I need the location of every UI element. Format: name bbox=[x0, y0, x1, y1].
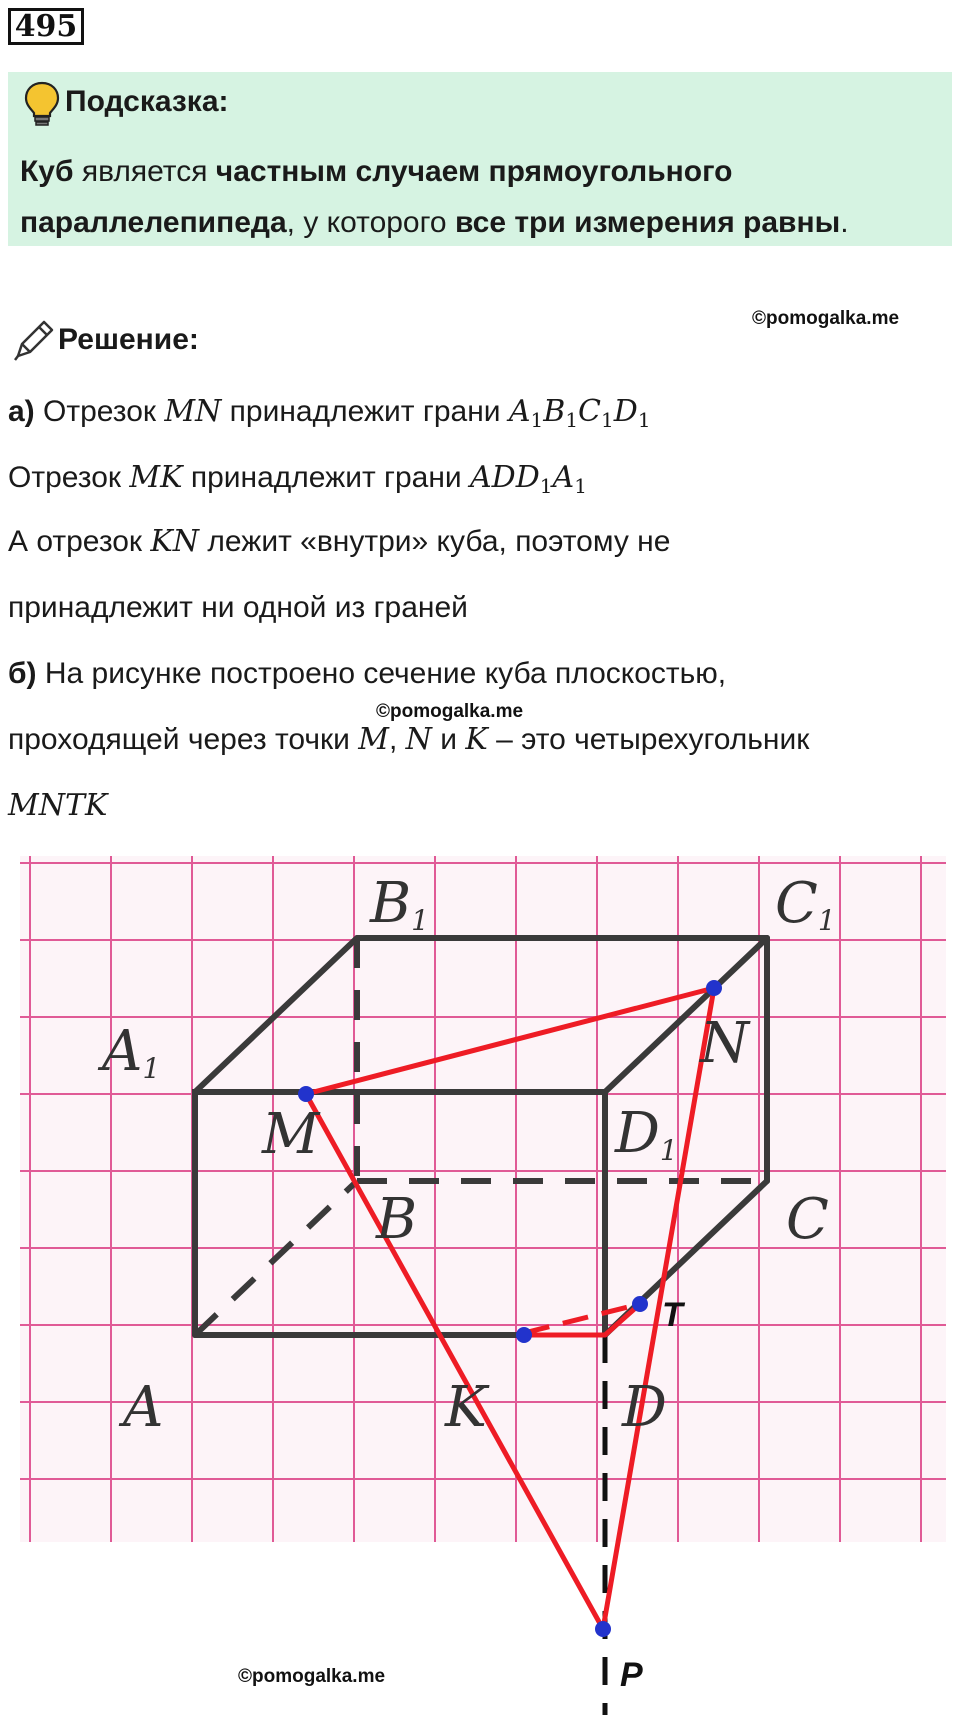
text: принадлежит грани bbox=[221, 395, 509, 428]
solution-title: Решение: bbox=[58, 323, 199, 356]
solution-line: принадлежит ни одной из граней bbox=[8, 591, 468, 624]
label-p: P bbox=[620, 1656, 643, 1694]
hint-text-part: Куб bbox=[20, 155, 74, 188]
text: проходящей через точки bbox=[8, 723, 359, 756]
text: и bbox=[431, 723, 466, 756]
cube-figure bbox=[0, 840, 960, 1719]
pencil-icon bbox=[10, 318, 56, 364]
label-n: N bbox=[700, 1011, 749, 1076]
point-name: M bbox=[358, 722, 389, 757]
label-m: M bbox=[262, 1102, 320, 1167]
label-d: D bbox=[622, 1375, 667, 1440]
label-c1: C1 bbox=[775, 871, 836, 937]
hint-title: Подсказка: bbox=[65, 85, 229, 118]
text: , bbox=[388, 723, 406, 756]
hint-text bbox=[20, 146, 940, 248]
solution-line bbox=[8, 722, 809, 758]
hint-text-part: . bbox=[840, 206, 849, 239]
point-name: N bbox=[405, 722, 432, 757]
text: лежит «внутри» куба, поэтому не bbox=[199, 525, 671, 558]
segment-label: KN bbox=[150, 524, 200, 559]
cube-diagram bbox=[0, 840, 960, 1719]
solution-line bbox=[8, 460, 587, 504]
lightbulb-icon bbox=[22, 80, 62, 128]
point-p bbox=[595, 1621, 611, 1637]
hint-text-part: частным случаем прямоугольного параллелепипеда bbox=[20, 155, 733, 239]
point-t bbox=[632, 1296, 648, 1312]
segment-label: MN bbox=[164, 394, 222, 429]
text: принадлежит грани bbox=[182, 461, 471, 494]
hint-text-part: , у которого bbox=[286, 206, 455, 239]
label-c: C bbox=[786, 1187, 829, 1252]
point-n bbox=[706, 980, 722, 996]
label-t: T bbox=[662, 1296, 683, 1334]
point-k bbox=[516, 1327, 532, 1343]
task-number: 495 bbox=[8, 8, 84, 45]
part-label: а) bbox=[8, 395, 35, 428]
label-b: B bbox=[376, 1187, 418, 1252]
label-a1: A1 bbox=[102, 1019, 161, 1085]
segment-label: MK bbox=[129, 460, 183, 495]
face-label: $ADD_1A_1$ bbox=[470, 460, 587, 498]
face-label: $A_1B_1C_1D_1$ bbox=[508, 394, 651, 432]
watermark: ©pomogalka.me bbox=[376, 701, 524, 722]
text: – это четырехугольник bbox=[487, 723, 810, 756]
label-a: A bbox=[123, 1375, 164, 1440]
hint-text-part: все три измерения равны bbox=[454, 206, 841, 239]
text: Отрезок bbox=[34, 395, 165, 428]
label-b1: B1 bbox=[370, 871, 429, 937]
point-m bbox=[298, 1086, 314, 1102]
text: А отрезок bbox=[8, 525, 151, 558]
label-k: K bbox=[445, 1375, 487, 1440]
section-name: MNTK bbox=[8, 788, 108, 823]
hint-box bbox=[8, 72, 952, 246]
solution-line bbox=[8, 394, 651, 438]
text: Отрезок bbox=[8, 461, 130, 494]
solution-line bbox=[8, 656, 726, 692]
text: На рисунке построено сечение куба плоскостью, bbox=[36, 657, 727, 690]
point-name: K bbox=[465, 722, 488, 757]
label-d1: D1 bbox=[615, 1101, 678, 1167]
watermark: ©pomogalka.me bbox=[238, 1666, 386, 1687]
watermark: ©pomogalka.me bbox=[752, 308, 900, 329]
solution-line bbox=[8, 524, 670, 560]
part-label: б) bbox=[8, 657, 37, 690]
hint-text-part: является bbox=[73, 155, 216, 188]
